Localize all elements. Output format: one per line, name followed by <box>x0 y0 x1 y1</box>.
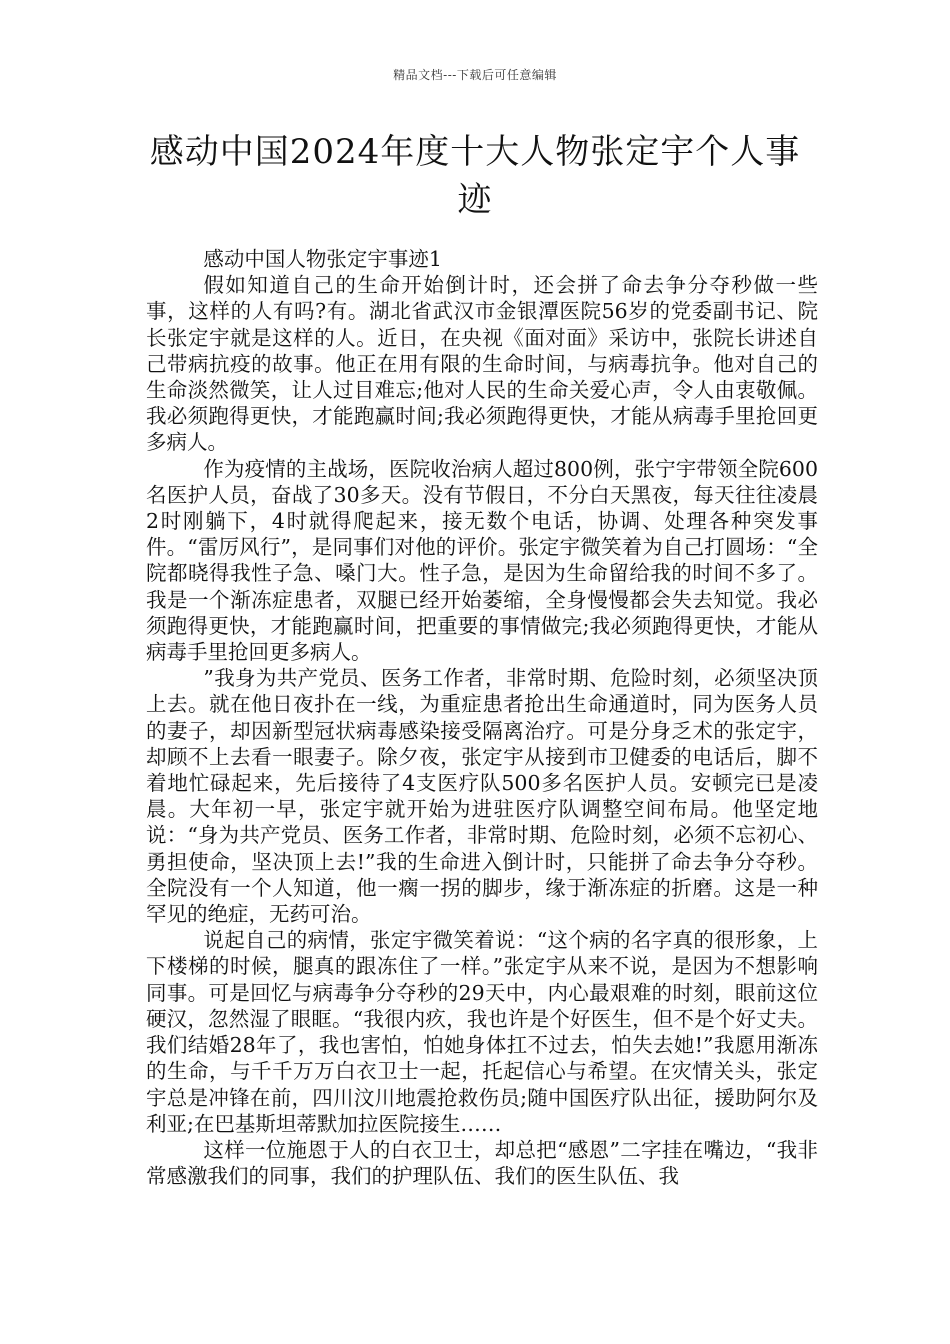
paragraph-3: ”我身为共产党员、医务工作者，非常时期、危险时刻，必须坚决顶上去。就在他日夜扑在一线，为重症患者抢出生命通道时，同为医务人员的妻子，却因新型冠状病毒感染接受隔离治疗。可是分身乏术的张定宇，却顾不上去看一眼妻子。除夕夜，张定宇从接到市卫健委的电话后，脚不着地忙碌起来，先后接待了4支医疗队500多名医护人员。安顿完已是凌晨。大年初一早，张定宇就开始为进驻医疗队调整空间布局。他坚定地说：“身为共产党员、医务工作者，非常时期、危险时刻，必须不忘初心、勇担使命，坚决顶上去!”我的生命进入倒计时，只能拼了命去争分夺秒。全院没有一个人知道，他一瘸一拐的脚步，缘于渐冻症的折磨。这是一种罕见的绝症，无药可治。 <box>146 666 818 927</box>
document-title: 感动中国2024年度十大人物张定宇个人事迹 <box>149 132 801 220</box>
document-body <box>146 246 818 1189</box>
paragraph-1: 假如知道自己的生命开始倒计时，还会拼了命去争分夺秒做一些事，这样的人有吗?有。湖北省武汉市金银潭医院56岁的党委副书记、院长张定宇就是这样的人。近日，在央视《面对面》采访中，张院长讲述自己带病抗疫的故事。他正在用有限的生命时间，与病毒抗争。他对自己的生命淡然微笑，让人过目难忘;他对人民的生命关爱心声，令人由衷敬佩。我必须跑得更快，才能跑赢时间;我必须跑得更快，才能从病毒手里抢回更多病人。 <box>146 273 818 455</box>
page-header: 精品文档---下载后可任意编辑 <box>393 68 557 82</box>
section-heading: 感动中国人物张定宇事迹1 <box>203 247 442 271</box>
paragraph-5: 这样一位施恩于人的白衣卫士，却总把“感恩”二字挂在嘴边，“我非常感激我们的同事，我们的护理队伍、我们的医生队伍、我 <box>146 1137 818 1189</box>
paragraph-2: 作为疫情的主战场，医院收治病人超过800例，张宁宇带领全院600名医护人员，奋战了30多天。没有节假日，不分白天黑夜，每天往往凌晨2时刚躺下，4时就得爬起来，接无数个电话，协调、处理各种突发事件。“雷厉风行”，是同事们对他的评价。张定宇微笑着为自己打圆场：“全院都晓得我性子急、嗓门大。性子急，是因为生命留给我的时间不多了。我是一个渐冻症患者，双腿已经开始萎缩，全身慢慢都会失去知觉。我必须跑得更快，才能跑赢时间，把重要的事情做完;我必须跑得更快，才能从病毒手里抢回更多病人。 <box>146 456 818 665</box>
paragraph-4: 说起自己的病情，张定宇微笑着说：“这个病的名字真的很形象，上下楼梯的时候，腿真的跟冻住了一样。”张定宇从来不说，是因为不想影响同事。可是回忆与病毒争分夺秒的29天中，内心最艰难的时刻，眼前这位硬汉，忽然湿了眼眶。“我很内疚，我也许是个好医生，但不是个好丈夫。我们结婚28年了，我也害怕，怕她身体扛不过去，怕失去她!”我愿用渐冻的生命，与千千万万白衣卫士一起，托起信心与希望。在灾情关头，张定宇总是冲锋在前，四川汶川地震抢救伤员;随中国医疗队出征，援助阿尔及利亚;在巴基斯坦蒂默加拉医院接生…… <box>146 928 818 1136</box>
